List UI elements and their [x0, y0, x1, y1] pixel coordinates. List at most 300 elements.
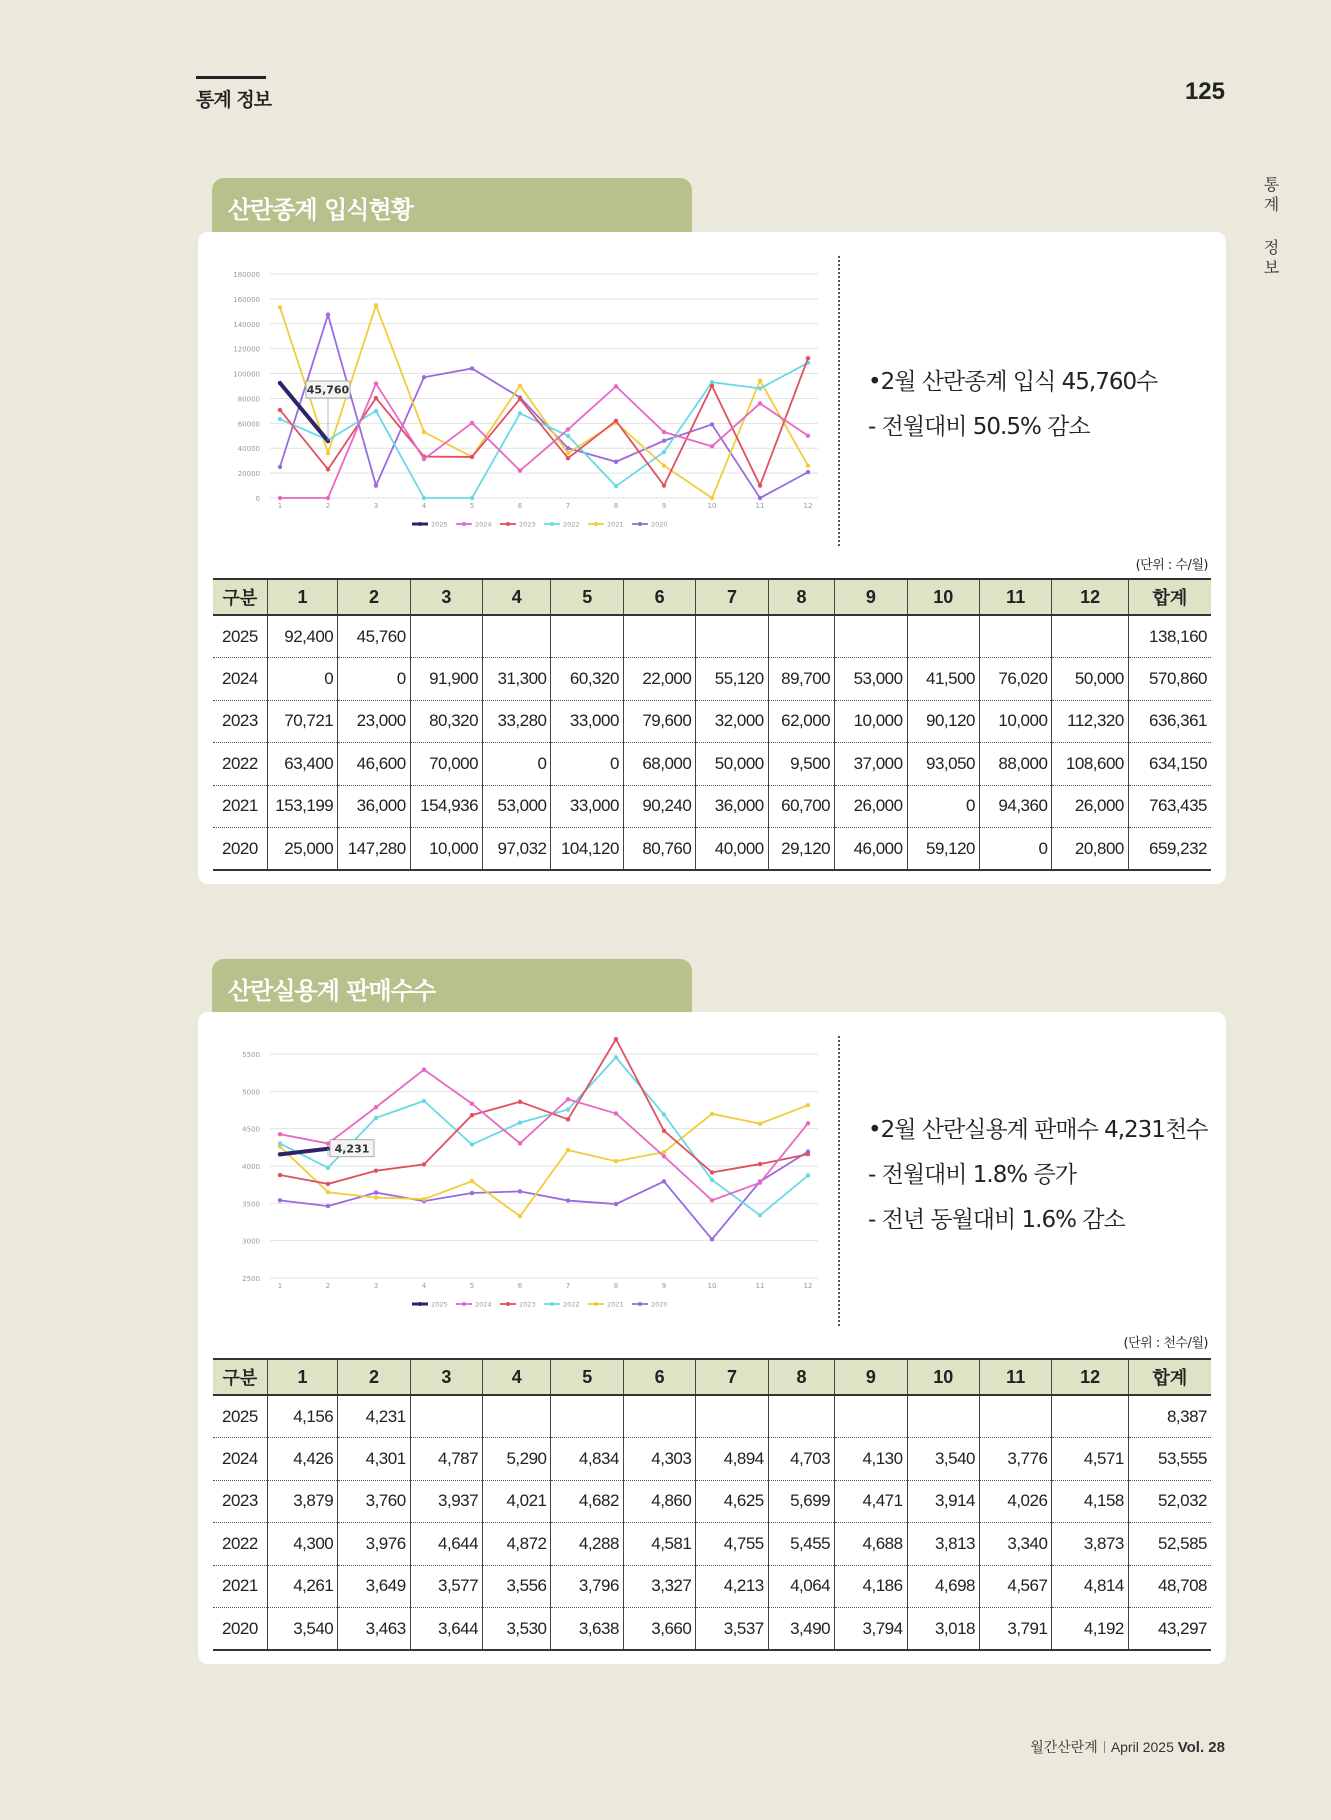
column-header: 7 [696, 1359, 768, 1395]
x-tick-label: 1 [277, 1282, 283, 1290]
data-point-2024 [326, 1141, 330, 1145]
value-cell: 4,571 [1052, 1438, 1128, 1481]
data-point-2021 [374, 1195, 378, 1199]
data-point-2021 [662, 463, 666, 467]
value-cell [979, 615, 1051, 658]
data-point-2024 [518, 1141, 522, 1145]
data-point-2022 [758, 386, 762, 390]
column-header: 2 [338, 579, 410, 615]
y-tick-label: 3500 [242, 1200, 260, 1209]
column-header: 구분 [213, 1359, 267, 1395]
legend-marker [462, 522, 466, 526]
table-row [213, 1438, 1211, 1481]
unit-label: (단위 : 천수/월) [1123, 1336, 1208, 1351]
value-cell: 10,000 [410, 828, 482, 871]
value-cell [623, 615, 695, 658]
column-header: 10 [907, 579, 979, 615]
card-pullet-sales [198, 1012, 1226, 1664]
line-chart-svg [218, 1032, 840, 1362]
data-point-2021 [710, 496, 714, 500]
data-point-2023 [710, 384, 714, 388]
y-tick-label: 140000 [233, 320, 260, 329]
series-line-2022 [280, 1057, 808, 1215]
value-cell: 104,120 [551, 828, 623, 871]
x-tick-label: 8 [613, 502, 619, 510]
data-point-2020 [710, 1237, 714, 1241]
column-header: 구분 [213, 579, 267, 615]
value-cell [551, 1395, 623, 1438]
data-point-2021 [662, 1150, 666, 1154]
value-cell: 4,682 [551, 1480, 623, 1523]
chart-pullet-sales [218, 1032, 840, 1362]
value-cell: 90,120 [907, 700, 979, 743]
value-cell: 33,000 [551, 785, 623, 828]
year-cell: 2021 [213, 785, 267, 828]
value-cell: 46,000 [835, 828, 907, 871]
value-cell: 25,000 [267, 828, 337, 871]
value-cell: 3,638 [551, 1608, 623, 1651]
value-cell: 80,320 [410, 700, 482, 743]
value-cell: 3,540 [267, 1608, 337, 1651]
value-cell: 4,213 [696, 1565, 768, 1608]
table-row [213, 700, 1211, 743]
value-cell: 4,688 [835, 1523, 907, 1566]
x-tick-label: 7 [565, 1282, 571, 1290]
data-point-2024 [422, 457, 426, 461]
data-point-2022 [518, 411, 522, 415]
value-cell: 53,000 [483, 785, 551, 828]
value-cell: 3,340 [979, 1523, 1051, 1566]
value-cell [907, 1395, 979, 1438]
data-point-2022 [758, 1213, 762, 1217]
column-header: 8 [768, 1359, 834, 1395]
value-cell [623, 1395, 695, 1438]
value-cell: 36,000 [338, 785, 410, 828]
column-header: 합계 [1128, 579, 1211, 615]
legend-marker [638, 522, 642, 526]
x-tick-label: 4 [421, 1282, 427, 1290]
year-cell: 2023 [213, 1480, 267, 1523]
data-point-2022 [614, 1055, 618, 1059]
summary-pullet-sales [868, 1108, 1207, 1243]
data-point-2021 [374, 303, 378, 307]
series-line-2021 [280, 305, 808, 498]
value-cell: 62,000 [768, 700, 834, 743]
callout-label: 45,760 [306, 383, 350, 397]
x-tick-label: 3 [373, 1282, 379, 1290]
value-cell: 8,387 [1128, 1395, 1211, 1438]
value-cell: 29,120 [768, 828, 834, 871]
chart-chick-placement [218, 252, 840, 582]
table-row [213, 828, 1211, 871]
y-tick-label: 80000 [237, 395, 260, 404]
year-cell: 2022 [213, 743, 267, 786]
value-cell: 4,581 [623, 1523, 695, 1566]
y-tick-label: 20000 [237, 470, 260, 479]
legend-label: 2024 [475, 1300, 492, 1309]
value-cell: 112,320 [1052, 700, 1128, 743]
data-point-2021 [518, 1214, 522, 1218]
value-cell [768, 1395, 834, 1438]
value-cell [483, 615, 551, 658]
value-cell: 3,463 [338, 1608, 410, 1651]
value-cell: 52,032 [1128, 1480, 1211, 1523]
data-point-2024 [710, 444, 714, 448]
value-cell: 70,000 [410, 743, 482, 786]
value-cell: 4,872 [483, 1523, 551, 1566]
header-rule [196, 76, 266, 79]
legend-marker [594, 1302, 598, 1306]
data-point-2020 [470, 366, 474, 370]
value-cell: 4,426 [267, 1438, 337, 1481]
value-cell: 0 [907, 785, 979, 828]
data-point-2024 [614, 384, 618, 388]
column-header: 3 [410, 579, 482, 615]
value-cell: 4,894 [696, 1438, 768, 1481]
value-cell: 3,879 [267, 1480, 337, 1523]
data-point-2020 [326, 313, 330, 317]
value-cell [979, 1395, 1051, 1438]
legend-marker [638, 1302, 642, 1306]
data-point-2022 [278, 1141, 282, 1145]
value-cell: 147,280 [338, 828, 410, 871]
data-point-2023 [470, 455, 474, 459]
legend-label: 2022 [563, 1300, 580, 1309]
data-point-2022 [326, 1166, 330, 1170]
value-cell: 37,000 [835, 743, 907, 786]
data-point-2020 [662, 439, 666, 443]
value-cell [696, 1395, 768, 1438]
value-cell: 3,018 [907, 1608, 979, 1651]
value-cell: 3,776 [979, 1438, 1051, 1481]
data-point-2020 [422, 375, 426, 379]
data-point-2024 [374, 381, 378, 385]
value-cell: 63,400 [267, 743, 337, 786]
data-point-2022 [374, 409, 378, 413]
data-point-2022 [806, 1173, 810, 1177]
data-point-2021 [518, 384, 522, 388]
data-point-2023 [758, 1162, 762, 1166]
x-tick-label: 5 [469, 1282, 475, 1290]
value-cell: 4,186 [835, 1565, 907, 1608]
data-point-2023 [806, 356, 810, 360]
value-cell: 3,976 [338, 1523, 410, 1566]
value-cell: 3,556 [483, 1565, 551, 1608]
value-cell: 79,600 [623, 700, 695, 743]
column-header: 1 [267, 579, 337, 615]
data-point-2020 [710, 422, 714, 426]
value-cell: 0 [551, 743, 623, 786]
year-cell: 2024 [213, 658, 267, 701]
data-point-2025 [278, 381, 282, 385]
value-cell: 570,860 [1128, 658, 1211, 701]
data-point-2021 [806, 463, 810, 467]
data-point-2023 [758, 483, 762, 487]
value-cell: 3,760 [338, 1480, 410, 1523]
value-cell [410, 1395, 482, 1438]
value-cell: 0 [338, 658, 410, 701]
data-point-2021 [278, 305, 282, 309]
data-point-2024 [662, 430, 666, 434]
value-cell: 53,555 [1128, 1438, 1211, 1481]
data-point-2021 [710, 1112, 714, 1116]
data-point-2023 [470, 1113, 474, 1117]
summary-line: •2월 산란실용계 판매수 4,231천수 [868, 1117, 1208, 1143]
table-row [213, 1608, 1211, 1651]
column-header: 9 [835, 1359, 907, 1395]
data-point-2022 [662, 450, 666, 454]
value-cell: 4,130 [835, 1438, 907, 1481]
column-header: 8 [768, 579, 834, 615]
value-cell [907, 615, 979, 658]
table-row [213, 1395, 1211, 1438]
value-cell: 4,755 [696, 1523, 768, 1566]
y-tick-label: 0 [255, 495, 260, 503]
value-cell: 4,300 [267, 1523, 337, 1566]
legend-marker [594, 522, 598, 526]
data-point-2023 [278, 408, 282, 412]
value-cell: 4,158 [1052, 1480, 1128, 1523]
legend-marker [418, 1302, 422, 1306]
side-tab-text: 통계 정보 [1261, 176, 1280, 279]
x-tick-label: 7 [565, 502, 571, 510]
value-cell: 3,914 [907, 1480, 979, 1523]
year-cell: 2025 [213, 1395, 267, 1438]
value-cell: 33,280 [483, 700, 551, 743]
x-tick-label: 4 [421, 502, 427, 510]
data-point-2021 [566, 1148, 570, 1152]
value-cell: 90,240 [623, 785, 695, 828]
value-cell: 153,199 [267, 785, 337, 828]
chart-divider [838, 256, 840, 546]
section-title-chick-placement: 산란종계 입식현황 [212, 178, 692, 234]
data-point-2022 [614, 484, 618, 488]
value-cell: 36,000 [696, 785, 768, 828]
data-point-2020 [806, 470, 810, 474]
y-tick-label: 180000 [233, 271, 260, 279]
data-point-2021 [326, 451, 330, 455]
value-cell: 138,160 [1128, 615, 1211, 658]
summary-line: •2월 산란종계 입식 45,760수 [868, 369, 1158, 395]
value-cell: 634,150 [1128, 743, 1211, 786]
data-point-2023 [326, 467, 330, 471]
series-line-2024 [280, 384, 808, 498]
value-cell: 26,000 [1052, 785, 1128, 828]
table-row [213, 1523, 1211, 1566]
data-point-2024 [614, 1111, 618, 1115]
value-cell: 59,120 [907, 828, 979, 871]
data-point-2024 [566, 427, 570, 431]
value-cell: 4,471 [835, 1480, 907, 1523]
value-cell [696, 615, 768, 658]
value-cell: 40,000 [696, 828, 768, 871]
column-header: 7 [696, 579, 768, 615]
legend-label: 2021 [607, 520, 624, 529]
value-cell: 0 [979, 828, 1051, 871]
value-cell: 22,000 [623, 658, 695, 701]
data-point-2024 [470, 421, 474, 425]
column-header: 6 [623, 579, 695, 615]
value-cell: 53,000 [835, 658, 907, 701]
legend-marker [506, 522, 510, 526]
value-cell: 4,703 [768, 1438, 834, 1481]
value-cell: 3,327 [623, 1565, 695, 1608]
value-cell: 60,700 [768, 785, 834, 828]
x-tick-label: 10 [707, 502, 717, 510]
table-row [213, 615, 1211, 658]
column-header: 1 [267, 1359, 337, 1395]
x-tick-label: 5 [469, 502, 475, 510]
legend-marker [506, 1302, 510, 1306]
column-header: 4 [483, 1359, 551, 1395]
value-cell: 52,585 [1128, 1523, 1211, 1566]
value-cell: 4,288 [551, 1523, 623, 1566]
value-cell: 4,192 [1052, 1608, 1128, 1651]
data-point-2024 [662, 1154, 666, 1158]
summary-line: - 전월대비 1.8% 증가 [868, 1162, 1076, 1188]
legend-label: 2025 [431, 520, 448, 529]
value-cell: 45,760 [338, 615, 410, 658]
data-point-2021 [422, 1197, 426, 1201]
data-point-2021 [614, 1159, 618, 1163]
data-point-2023 [614, 419, 618, 423]
x-tick-label: 11 [755, 502, 765, 510]
legend-label: 2022 [563, 520, 580, 529]
column-header: 6 [623, 1359, 695, 1395]
column-header: 5 [551, 1359, 623, 1395]
value-cell: 92,400 [267, 615, 337, 658]
column-header: 2 [338, 1359, 410, 1395]
y-tick-label: 120000 [233, 345, 260, 354]
y-tick-label: 60000 [237, 420, 260, 429]
page-number: 125 [1184, 78, 1225, 105]
data-point-2023 [662, 1129, 666, 1133]
series-line-2020 [280, 315, 808, 498]
section-label: 통계 정보 [196, 89, 272, 111]
value-cell: 55,120 [696, 658, 768, 701]
value-cell: 94,360 [979, 785, 1051, 828]
data-point-2023 [326, 1182, 330, 1186]
value-cell [483, 1395, 551, 1438]
x-tick-label: 12 [803, 1282, 813, 1290]
data-point-2024 [758, 401, 762, 405]
footer-separator [1104, 1741, 1105, 1753]
value-cell: 76,020 [979, 658, 1051, 701]
value-cell: 3,873 [1052, 1523, 1128, 1566]
column-header: 3 [410, 1359, 482, 1395]
column-header: 11 [979, 579, 1051, 615]
value-cell: 48,708 [1128, 1565, 1211, 1608]
value-cell: 4,567 [979, 1565, 1051, 1608]
data-point-2024 [806, 1121, 810, 1125]
column-header: 합계 [1128, 1359, 1211, 1395]
data-point-2021 [470, 1179, 474, 1183]
value-cell: 3,577 [410, 1565, 482, 1608]
legend-label: 2021 [607, 1300, 624, 1309]
data-point-2025 [278, 1152, 282, 1156]
data-point-2020 [374, 483, 378, 487]
value-cell: 4,787 [410, 1438, 482, 1481]
x-tick-label: 6 [517, 1282, 523, 1290]
value-cell: 5,455 [768, 1523, 834, 1566]
y-tick-label: 5500 [242, 1051, 260, 1059]
y-tick-label: 3000 [242, 1237, 260, 1246]
year-cell: 2023 [213, 700, 267, 743]
data-point-2024 [710, 1198, 714, 1202]
page-footer [1030, 1737, 1225, 1757]
value-cell: 26,000 [835, 785, 907, 828]
table-pullet-sales [213, 1358, 1211, 1651]
data-point-2020 [758, 496, 762, 500]
value-cell: 108,600 [1052, 743, 1128, 786]
data-point-2024 [422, 1067, 426, 1071]
legend-label: 2020 [651, 1300, 668, 1309]
data-point-2024 [758, 1181, 762, 1185]
column-header: 10 [907, 1359, 979, 1395]
data-point-2021 [326, 1190, 330, 1194]
value-cell: 9,500 [768, 743, 834, 786]
value-cell: 50,000 [1052, 658, 1128, 701]
data-point-2023 [566, 456, 570, 460]
data-point-2023 [374, 396, 378, 400]
y-tick-label: 5000 [242, 1088, 260, 1097]
footer-volume: Vol. 28 [1177, 1739, 1225, 1756]
data-point-2020 [278, 1198, 282, 1202]
data-point-2022 [422, 496, 426, 500]
x-tick-label: 1 [277, 502, 283, 510]
data-point-2024 [278, 496, 282, 500]
y-tick-label: 40000 [237, 445, 260, 454]
y-tick-label: 160000 [233, 295, 260, 304]
data-point-2022 [422, 1099, 426, 1103]
summary-line: - 전월대비 50.5% 감소 [868, 414, 1090, 440]
value-cell: 4,644 [410, 1523, 482, 1566]
value-cell: 43,297 [1128, 1608, 1211, 1651]
value-cell: 154,936 [410, 785, 482, 828]
table-chick-placement [213, 578, 1211, 871]
legend-label: 2023 [519, 520, 536, 529]
data-point-2020 [326, 1204, 330, 1208]
value-cell: 4,301 [338, 1438, 410, 1481]
value-cell: 10,000 [979, 700, 1051, 743]
data-point-2022 [662, 1112, 666, 1116]
value-cell: 4,625 [696, 1480, 768, 1523]
data-point-2022 [710, 1178, 714, 1182]
value-cell: 10,000 [835, 700, 907, 743]
table-row [213, 785, 1211, 828]
data-point-2024 [374, 1105, 378, 1109]
value-cell: 5,290 [483, 1438, 551, 1481]
value-cell [835, 615, 907, 658]
column-header: 9 [835, 579, 907, 615]
y-tick-label: 4000 [242, 1163, 260, 1171]
footer-issue: April 2025 [1110, 1739, 1174, 1755]
data-point-2023 [806, 1152, 810, 1156]
legend-marker [550, 1302, 554, 1306]
value-cell: 60,320 [551, 658, 623, 701]
data-point-2022 [566, 1107, 570, 1111]
data-point-2024 [326, 496, 330, 500]
data-point-2023 [518, 1100, 522, 1104]
x-tick-label: 2 [325, 1282, 331, 1290]
year-cell: 2020 [213, 1608, 267, 1651]
value-cell: 3,649 [338, 1565, 410, 1608]
x-tick-label: 12 [803, 502, 813, 510]
data-point-2024 [278, 1132, 282, 1136]
column-header: 12 [1052, 579, 1128, 615]
value-cell [835, 1395, 907, 1438]
value-cell: 4,303 [623, 1438, 695, 1481]
